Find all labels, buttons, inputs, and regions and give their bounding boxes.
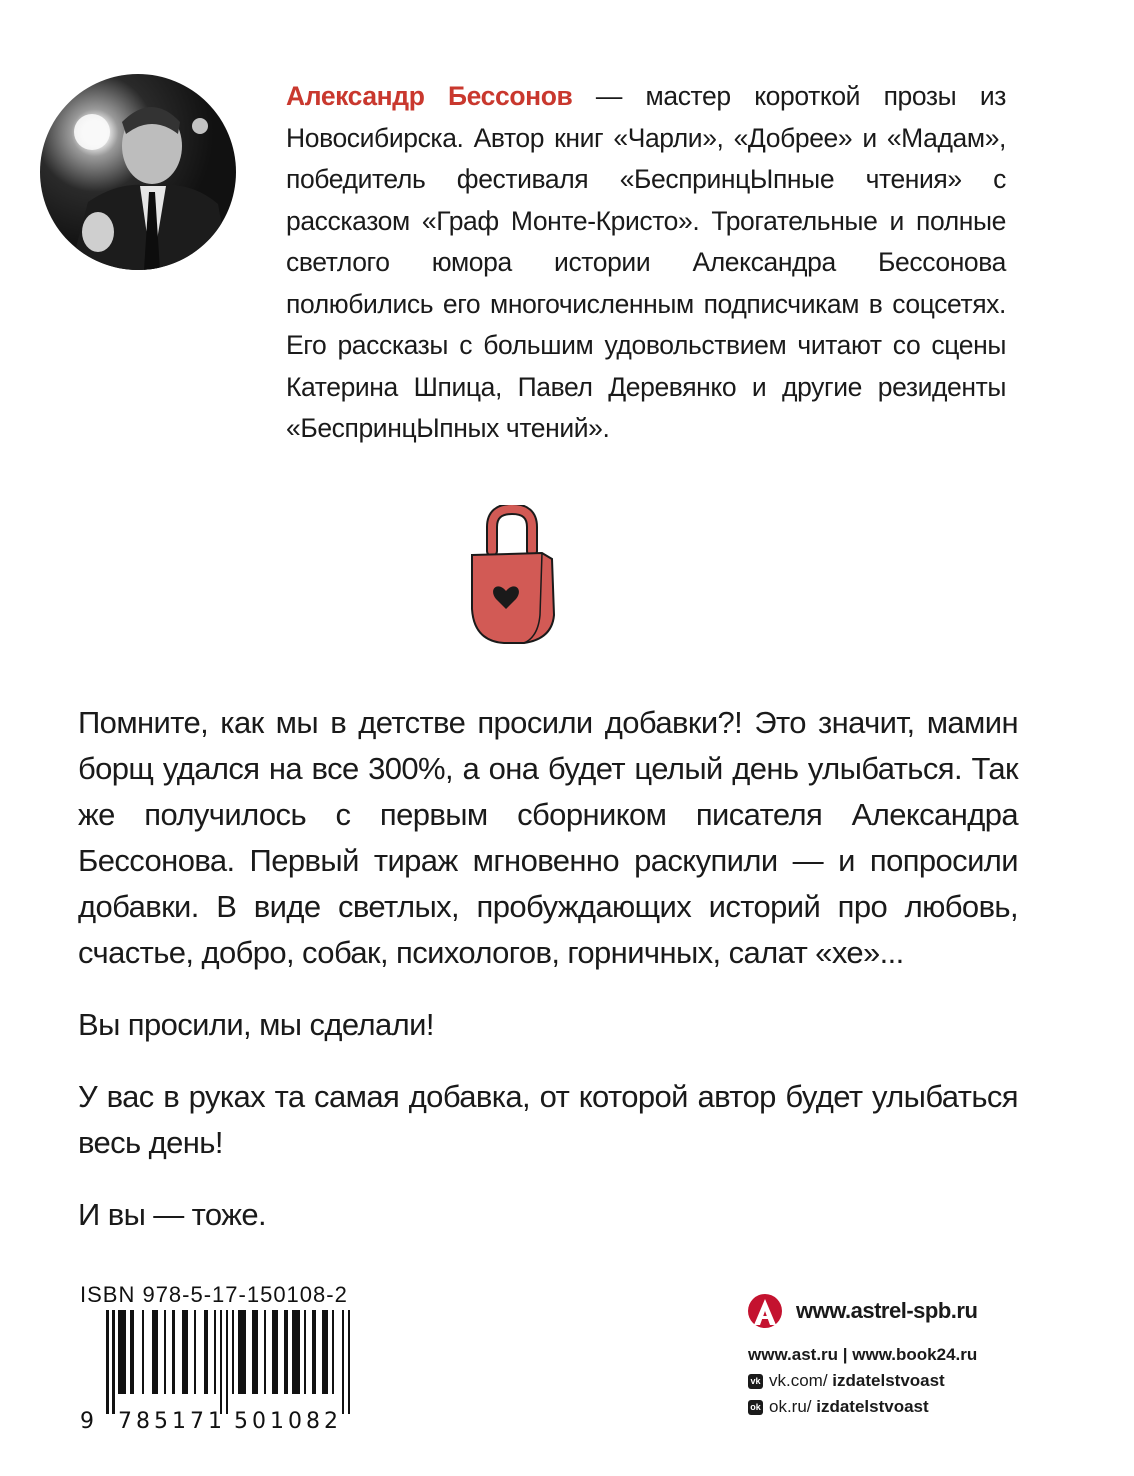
barcode-right-digits: 501082 [234,1409,342,1430]
vk-prefix: vk.com/ [769,1371,833,1390]
ok-prefix: ok.ru/ [769,1397,817,1416]
vk-link[interactable] [748,1368,1048,1394]
barcode-icon [80,1310,380,1430]
barcode-first-digit: 9 [80,1409,94,1430]
vk-handle: izdatelstvoast [832,1371,945,1390]
publisher-info [748,1294,1048,1420]
isbn-label: ISBN 978-5-17-150108-2 [80,1282,348,1307]
book-description [78,700,1018,1264]
author-portrait-icon [40,74,236,270]
publisher-main-url[interactable]: www.astrel-spb.ru [796,1298,978,1323]
bio-text: — мастер короткой прозы из Новосибирска. Автор книг «Чарли», «Добрее» и «Мадам», победитель фестиваля «БеспринцЫпные чтения» с рассказом «Граф Монте-Кристо». Трогательные и полные светлого юмора истории Александра Бессонова полюбились его многочисленным подписчикам в соцсетях. Его рассказы с большим удовольствием читают со сцены Катерина Шпица, Павел Деревянко и другие резиденты «БеспринцЫпных чтений». [286,81,1006,443]
odnoklassniki-icon: ok [748,1400,763,1415]
description-paragraph: У вас в руках та самая добавка, от которой автор будет улыбаться весь день! [78,1079,1018,1160]
padlock-heart-icon [468,505,558,645]
description-paragraph: И вы — тоже. [78,1197,267,1232]
author-name: Александр Бессонов [286,81,573,111]
publisher-links[interactable]: www.ast.ru | www.book24.ru [748,1345,978,1364]
description-paragraph: Вы просили, мы сделали! [78,1007,434,1042]
author-photo [40,74,236,270]
ok-link[interactable] [748,1394,1048,1420]
author-bio [286,76,1006,450]
astrel-logo-icon [748,1294,782,1328]
vk-icon: vk [748,1374,763,1389]
ok-handle: izdatelstvoast [816,1397,929,1416]
barcode-left-digits: 785171 [118,1409,226,1430]
description-paragraph: Помните, как мы в детстве просили добавки?! Это значит, мамин борщ удался на все 300%, а она будет целый день улыбаться. Так же получилось с первым сборником писателя Александра Бессонова. Первый тираж мгновенно раскупили — и попросили добавки. В виде светлых, пробуждающих историй про любовь, счастье, добро, собак, психологов, горничных, салат «хе»... [78,705,1018,970]
